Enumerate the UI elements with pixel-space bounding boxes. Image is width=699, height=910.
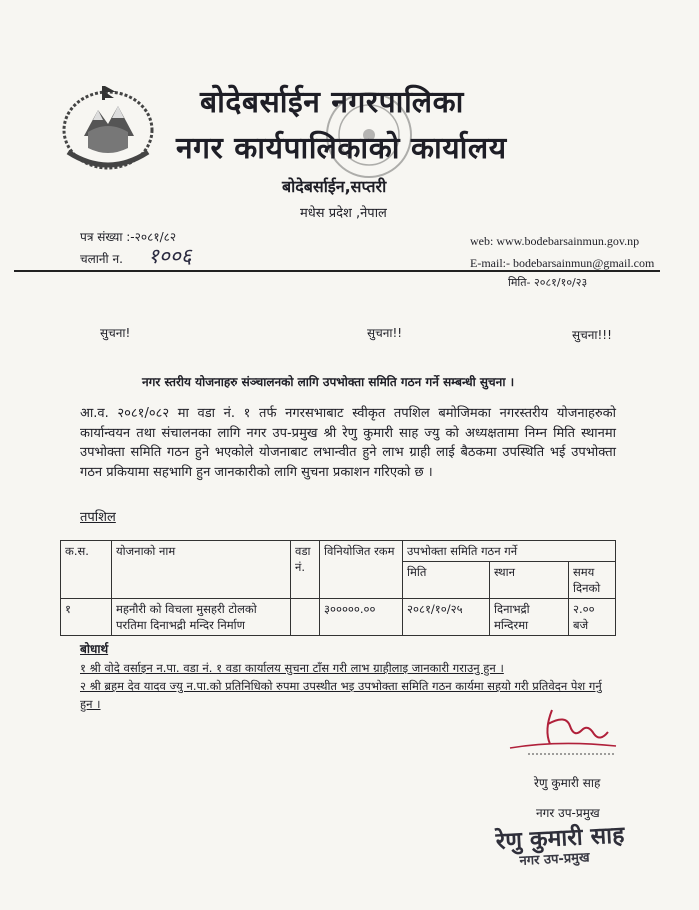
signatory-designation: नगर उप-प्रमुख — [536, 806, 600, 820]
notice-heading-3: सुचना!!! — [572, 328, 612, 342]
cell-name: महनौरी को विचला मुसहरी टोलको परतिमा दिनाभद्री मन्दिर निर्माण — [112, 599, 291, 636]
cell-date: २०८१/१०/२५ — [403, 599, 490, 636]
stamp-designation: नगर उप-प्रमुख — [519, 850, 590, 869]
notice-subject: नगर स्तरीय योजनाहरु संञ्चालनको लागि उपभोक्ता समिति गठन गर्ने सम्बन्धी सुचना । — [142, 375, 515, 389]
handwritten-signature-icon — [508, 700, 618, 760]
header-committee-formation: उपभोक्ता समिति गठन गर्ने — [403, 541, 616, 562]
header-amount: विनियोजित रकम — [320, 541, 403, 599]
cell-time: २.०० बजे — [569, 599, 616, 636]
letter-date: मिति- २०८१/१०/२३ — [508, 276, 588, 289]
office-title-line1: बोदेबर्साईन नगरपालिका — [200, 85, 464, 120]
dispatch-number: १००६ — [148, 244, 192, 268]
stamp-name: रेणु कुमारी साह — [495, 822, 625, 855]
cc-line-1: १ श्री वोदे वर्साइन न.पा. वडा नं. १ वडा कार्यालय सुचना टाँस गरी लाभ ग्राहीलाइ जानकारी गराउनु हुन । — [80, 661, 504, 675]
signatory-name: रेणु कुमारी साह — [534, 776, 601, 790]
schedule-table — [60, 540, 616, 636]
notice-body: आ.व. २०८१/०८२ मा वडा नं. १ तर्फ नगरसभाबाट स्वीकृत तपशिल बमोजिमका नगरस्तरीय योजनाहरुको कार्यान्वयन तथा संचालनका लागि नगर उप-प्रमुख श्री रेणु कुमारी साह ज्यु को अध्यक्षतामा निम्न मिति स्थानमा उपभोक्ता समिति गठन हुने भएकोले योजनाबाट लभान्वीत हुने लाभ ग्राही लाई बैठकमा उपस्थिति भई उपभोक्ता गठन प्रकियामा सहभागि हुन जानकारीको लागि सुचना प्रकाशन गरिएको छ । — [80, 406, 616, 480]
cell-amount: ३०००००.०० — [320, 599, 403, 636]
letter-number: पत्र संख्या :-२०८१/८२ — [80, 230, 177, 244]
office-title-line2: नगर कार्यपालिकाको कार्यालय — [176, 131, 507, 166]
table-row — [61, 599, 616, 636]
header-name: योजनाको नाम — [112, 541, 291, 599]
office-location: बोदेबर्साईन,सप्तरी — [282, 177, 387, 196]
header-divider — [14, 270, 660, 272]
notice-heading-1: सुचना! — [100, 326, 131, 340]
cc-line-2: २ श्री ब्रहम देव यादव ज्यु न.पा.को प्रतिनिधिको रुपमा उपस्थीत भइ उपभोक्ता समिति गठन कार्यमा सहयो गरी प्रतिवेदन पेश गर्नु हुन । — [80, 679, 602, 711]
cell-ward — [291, 599, 320, 636]
header-date: मिति — [403, 562, 490, 599]
header-place: स्थान — [490, 562, 569, 599]
office-province: मधेस प्रदेश ,नेपाल — [300, 206, 387, 221]
dispatch-label: चलानी न. — [80, 252, 123, 266]
header-sn: क.स. — [61, 541, 112, 599]
email-link[interactable]: E-mail:- bodebarsainmun@gmail.com — [470, 256, 655, 270]
schedule-label: तपशिल — [80, 510, 116, 525]
cc-heading: बोधार्थ — [80, 642, 109, 656]
website-link[interactable]: web: www.bodebarsainmun.gov.np — [470, 234, 640, 248]
header-time: समय दिनको — [569, 562, 616, 599]
nepal-emblem-icon — [58, 82, 158, 174]
cell-sn: १ — [61, 599, 112, 636]
cell-place: दिनाभद्री मन्दिरमा — [490, 599, 569, 636]
header-ward: वडा नं. — [291, 541, 320, 599]
notice-heading-2: सुचना!! — [367, 326, 403, 340]
